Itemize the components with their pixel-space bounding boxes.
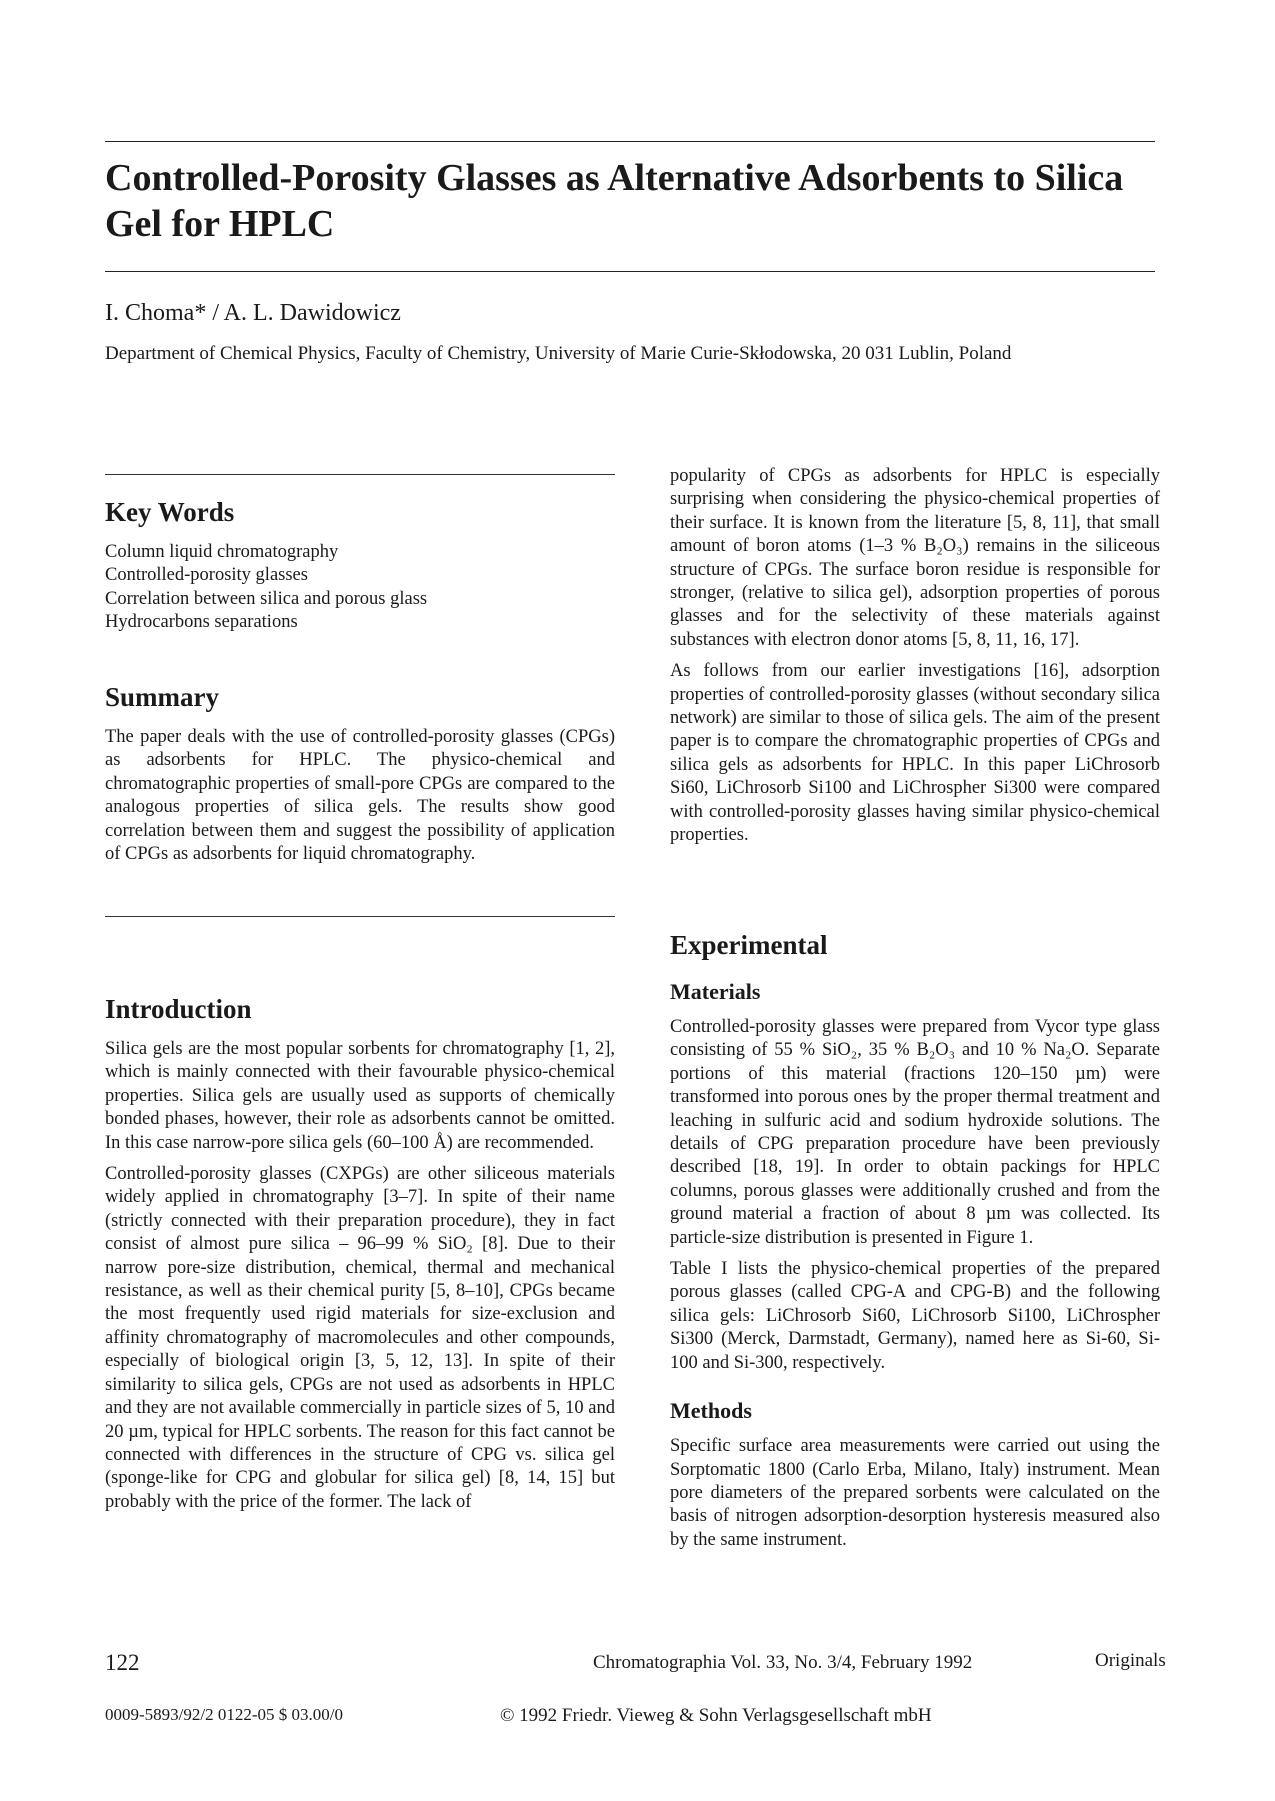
keywords-section <box>105 495 615 635</box>
methods-paragraph-1: Specific surface area measurements were carried out using the Sorptomatic 1800 (Carlo Erba, Milano, Italy) instrument. Mean pore diameters of the prepared sorbents were calculated on the basis of nitrogen adsorption-desorption hysteresis measured also by the same instrument. <box>670 1436 1160 1550</box>
affiliation: Department of Chemical Physics, Faculty of Chemistry, University of Marie Curie-Skłodowska, 20 031 Lublin, Poland <box>105 343 1012 364</box>
materials-heading: Materials <box>670 979 761 1004</box>
methods-heading: Methods <box>670 1398 752 1424</box>
paper-title: Controlled-Porosity Glasses as Alternative Adsorbents to Silica Gel for HPLC <box>105 157 1124 245</box>
summary-rule-bottom <box>105 916 615 917</box>
title-rule-bottom <box>105 271 1155 272</box>
authors: I. Choma* / A. L. Dawidowicz <box>105 300 401 326</box>
copyright-notice: © 1992 Friedr. Vieweg & Sohn Verlagsgesellschaft mbH <box>500 1705 932 1726</box>
introduction-paragraph-1: Silica gels are the most popular sorbents for chromatography [1, 2], which is mainly connected with their favourable physico-chemical properties. Silica gels are usually used as supports of chemically bonded phases, however, their role as adsorbents cannot be omitted. In this case narrow-pore silica gels (60–100 Å) are recommended. <box>105 1039 615 1153</box>
keywords-heading: Key Words <box>105 497 235 527</box>
materials-paragraph-2: Table I lists the physico-chemical properties of the prepared porous glasses (called CPG-A and CPG-B) and the following silica gels: LiChrosorb Si60, LiChrosorb Si100, LiChrospher Si300 (Merck, Darmstadt, Germany), named here as Si-60, Si-100 and Si-300, respectively. <box>670 1259 1160 1373</box>
introduction-section <box>105 992 615 1514</box>
journal-citation: Chromatographia Vol. 33, No. 3/4, February 1992 <box>593 1652 973 1673</box>
keywords-rule-top <box>105 474 615 475</box>
introduction-paragraph-4: As follows from our earlier investigations [16], adsorption properties of controlled-porosity glasses (without secondary silica network) are similar to those of silica gels. The aim of the present paper is to compare the chromatographic properties of CPGs and silica gels as adsorbents for HPLC. In this paper LiChrosorb Si60, LiChrosorb Si100 and LiChrospher Si300 were compared with controlled-porosity glasses having similar physico-chemical properties. <box>670 661 1160 846</box>
issn-code: 0009-5893/92/2 0122-05 $ 03.00/0 <box>105 1705 343 1724</box>
materials-paragraph-1: Controlled-porosity glasses were prepared from Vycor type glass consisting of 55 % SiO₂, 35 % B₂O₃ and 10 % Na₂O. Separate portions of this material (fractions 120–150 µm) were transformed into porous ones by the proper thermal treatment and leaching in sulfuric acid and sodium hydroxide solutions. The details of CPG preparation procedure have been previously described [18, 19]. In order to obtain packings for HPLC columns, porous glasses were additionally crushed and from the ground material a fraction of about 8 µm was collected. Its particle-size distribution is presented in Figure 1. <box>670 1017 1160 1248</box>
keyword-item: Controlled-porosity glasses <box>105 565 308 586</box>
section-label: Originals <box>1095 1650 1166 1671</box>
introduction-paragraph-3: popularity of CPGs as adsorbents for HPLC is especially surprising when considering the physico-chemical properties of their surface. It is known from the literature [5, 8, 11], that small amount of boron atoms (1–3 % B₂O₃) remains in the siliceous structure of CPGs. The surface boron residue is responsible for stronger, (relative to silica gel), adsorption properties of porous glasses and for the selectivity of these materials against substances with electron donor atoms [5, 8, 11, 16, 17]. <box>670 466 1160 650</box>
keyword-item: Column liquid chromatography <box>105 542 339 562</box>
summary-heading: Summary <box>105 682 219 712</box>
keyword-item: Correlation between silica and porous glass <box>105 588 428 609</box>
experimental-section <box>670 928 1160 1552</box>
experimental-heading: Experimental <box>670 930 828 960</box>
keyword-item: Hydrocarbons separations <box>105 612 298 633</box>
introduction-paragraph-2: Controlled-porosity glasses (CXPGs) are other siliceous materials widely applied in chromatography [3–7]. In spite of their name (strictly connected with their preparation procedure), they in fact consist of almost pure silica – 96–99 % SiO₂ [8]. Due to their narrow pore-size distribution, chemical, thermal and mechanical resistance, as well as their chemical purity [5, 8–10], CPGs became the most frequently used rigid materials for size-exclusion and affinity chromatography of macromolecules and other compounds, especially of biological origin [3, 5, 12, 13]. In spite of their similarity to silica gels, CPGs are not used as adsorbents in HPLC and they are not available commercially in particle sizes of 5, 10 and 20 µm, typical for HPLC sorbents. The reason for this fact cannot be connected with differences in the structure of CPG vs. silica gel (sponge-like for CPG and globular for silica gel) [8, 14, 15] but probably with the price of the former. The lack of <box>105 1164 615 1512</box>
introduction-continued <box>670 465 1160 848</box>
keywords-list <box>105 541 615 635</box>
page-number: 122 <box>105 1650 140 1675</box>
introduction-heading: Introduction <box>105 994 252 1024</box>
summary-text: The paper deals with the use of controlled-porosity glasses (CPGs) as adsorbents for HPLC. The physico-chemical and chromatographic properties of small-pore CPGs are compared to the analogous properties of silica gels. The results show good correlation between them and suggest the possibility of application of CPGs as adsorbents for liquid chromatography. <box>105 727 615 865</box>
summary-section <box>105 680 615 866</box>
title-rule-top <box>105 141 1155 142</box>
